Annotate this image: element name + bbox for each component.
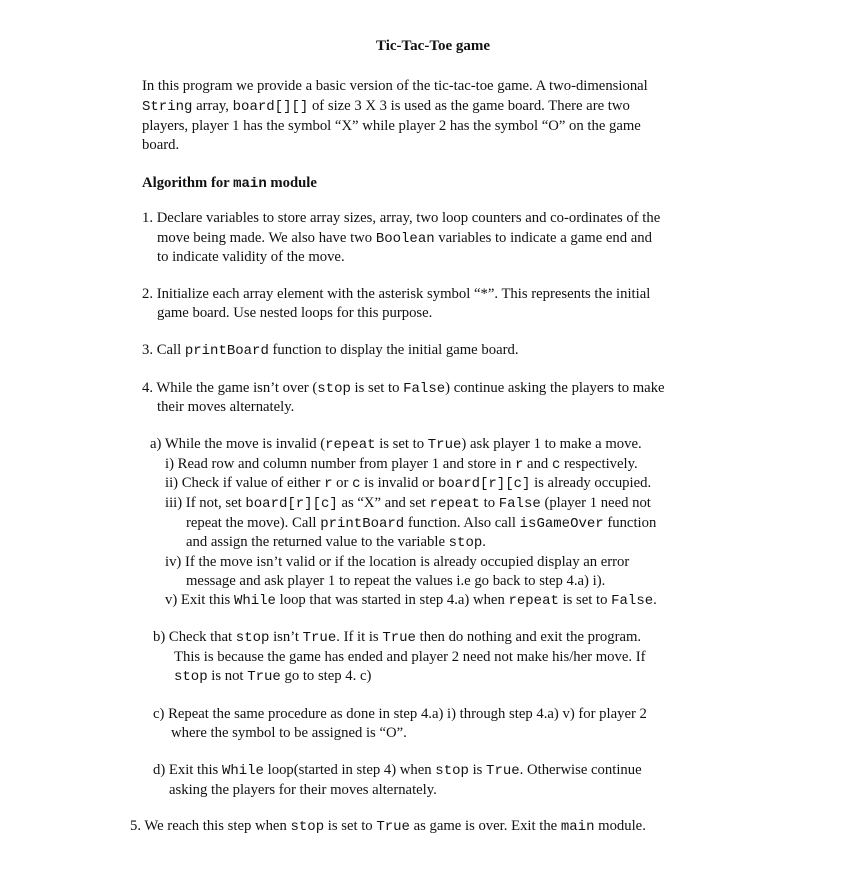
step4c-line-1: c) Repeat the same procedure as done in step 4.a) i) through step 4.a) v) for player 2 [153,706,647,722]
step2-line-1: 2. Initialize each array element with the asterisk symbol “*”. This represents the initial [142,286,651,302]
step4c-line-2: where the symbol to be assigned is “O”. [171,725,407,741]
intro-line-1: In this program we provide a basic version of the tic-tac-toe game. A two-dimensional [142,78,648,94]
step4a-iv-line-2: message and ask player 1 to repeat the values i.e go back to step 4.a) i). [186,573,606,589]
step3-line: 3. Call printBoard function to display the initial game board. [142,342,519,359]
step4a-ii: ii) Check if value of either r or c is invalid or board[r][c] is already occupied. [165,475,652,492]
intro-line-3: players, player 1 has the symbol “X” while player 2 has the symbol “O” on the game [142,118,641,134]
step1-line-1: 1. Declare variables to store array sizes, array, two loop counters and co-ordinates of the [142,210,661,226]
step4b-line-1: b) Check that stop isn’t True. If it is True then do nothing and exit the program. [153,629,642,646]
step4a-iii-line-1: iii) If not, set board[r][c] as “X” and set repeat to False (player 1 need not [165,495,651,512]
intro-line-4: board. [142,137,180,153]
step2-line-2: game board. Use nested loops for this purpose. [157,305,433,321]
document-title: Tic-Tac-Toe game [375,38,491,54]
step4a-iii-line-3: and assign the returned value to the variable stop. [186,534,486,551]
step5-line: 5. We reach this step when stop is set to True as game is over. Exit the main module. [130,818,646,835]
step1-line-2: move being made. We also have two Boolean variables to indicate a game end and [157,230,652,247]
algorithm-heading: Algorithm for main module [142,175,317,192]
step4a-v: v) Exit this While loop that was started in step 4.a) when repeat is set to False. [165,592,657,609]
step4a-iii-line-2: repeat the move). Call printBoard function. Also call isGameOver function [186,515,657,532]
step1-line-3: to indicate validity of the move. [157,249,345,265]
step4d-line-1: d) Exit this While loop(started in step 4) when stop is True. Otherwise continue [153,762,642,779]
step4-line-1: 4. While the game isn’t over (stop is set to False) continue asking the players to make [142,380,665,397]
step4-line-2: their moves alternately. [157,399,295,415]
intro-line-2: String array, board[][] of size 3 X 3 is used as the game board. There are two [142,98,630,115]
step4b-line-2: This is because the game has ended and player 2 need not make his/her move. If [174,649,646,665]
step4a-i: i) Read row and column number from player 1 and store in r and c respectively. [165,456,638,473]
step4d-line-2: asking the players for their moves alternately. [169,782,437,798]
step4a-line-1: a) While the move is invalid (repeat is set to True) ask player 1 to make a move. [150,436,642,453]
step4b-line-3: stop is not True go to step 4. c) [174,668,372,685]
step4a-iv-line-1: iv) If the move isn’t valid or if the location is already occupied display an error [165,554,630,570]
